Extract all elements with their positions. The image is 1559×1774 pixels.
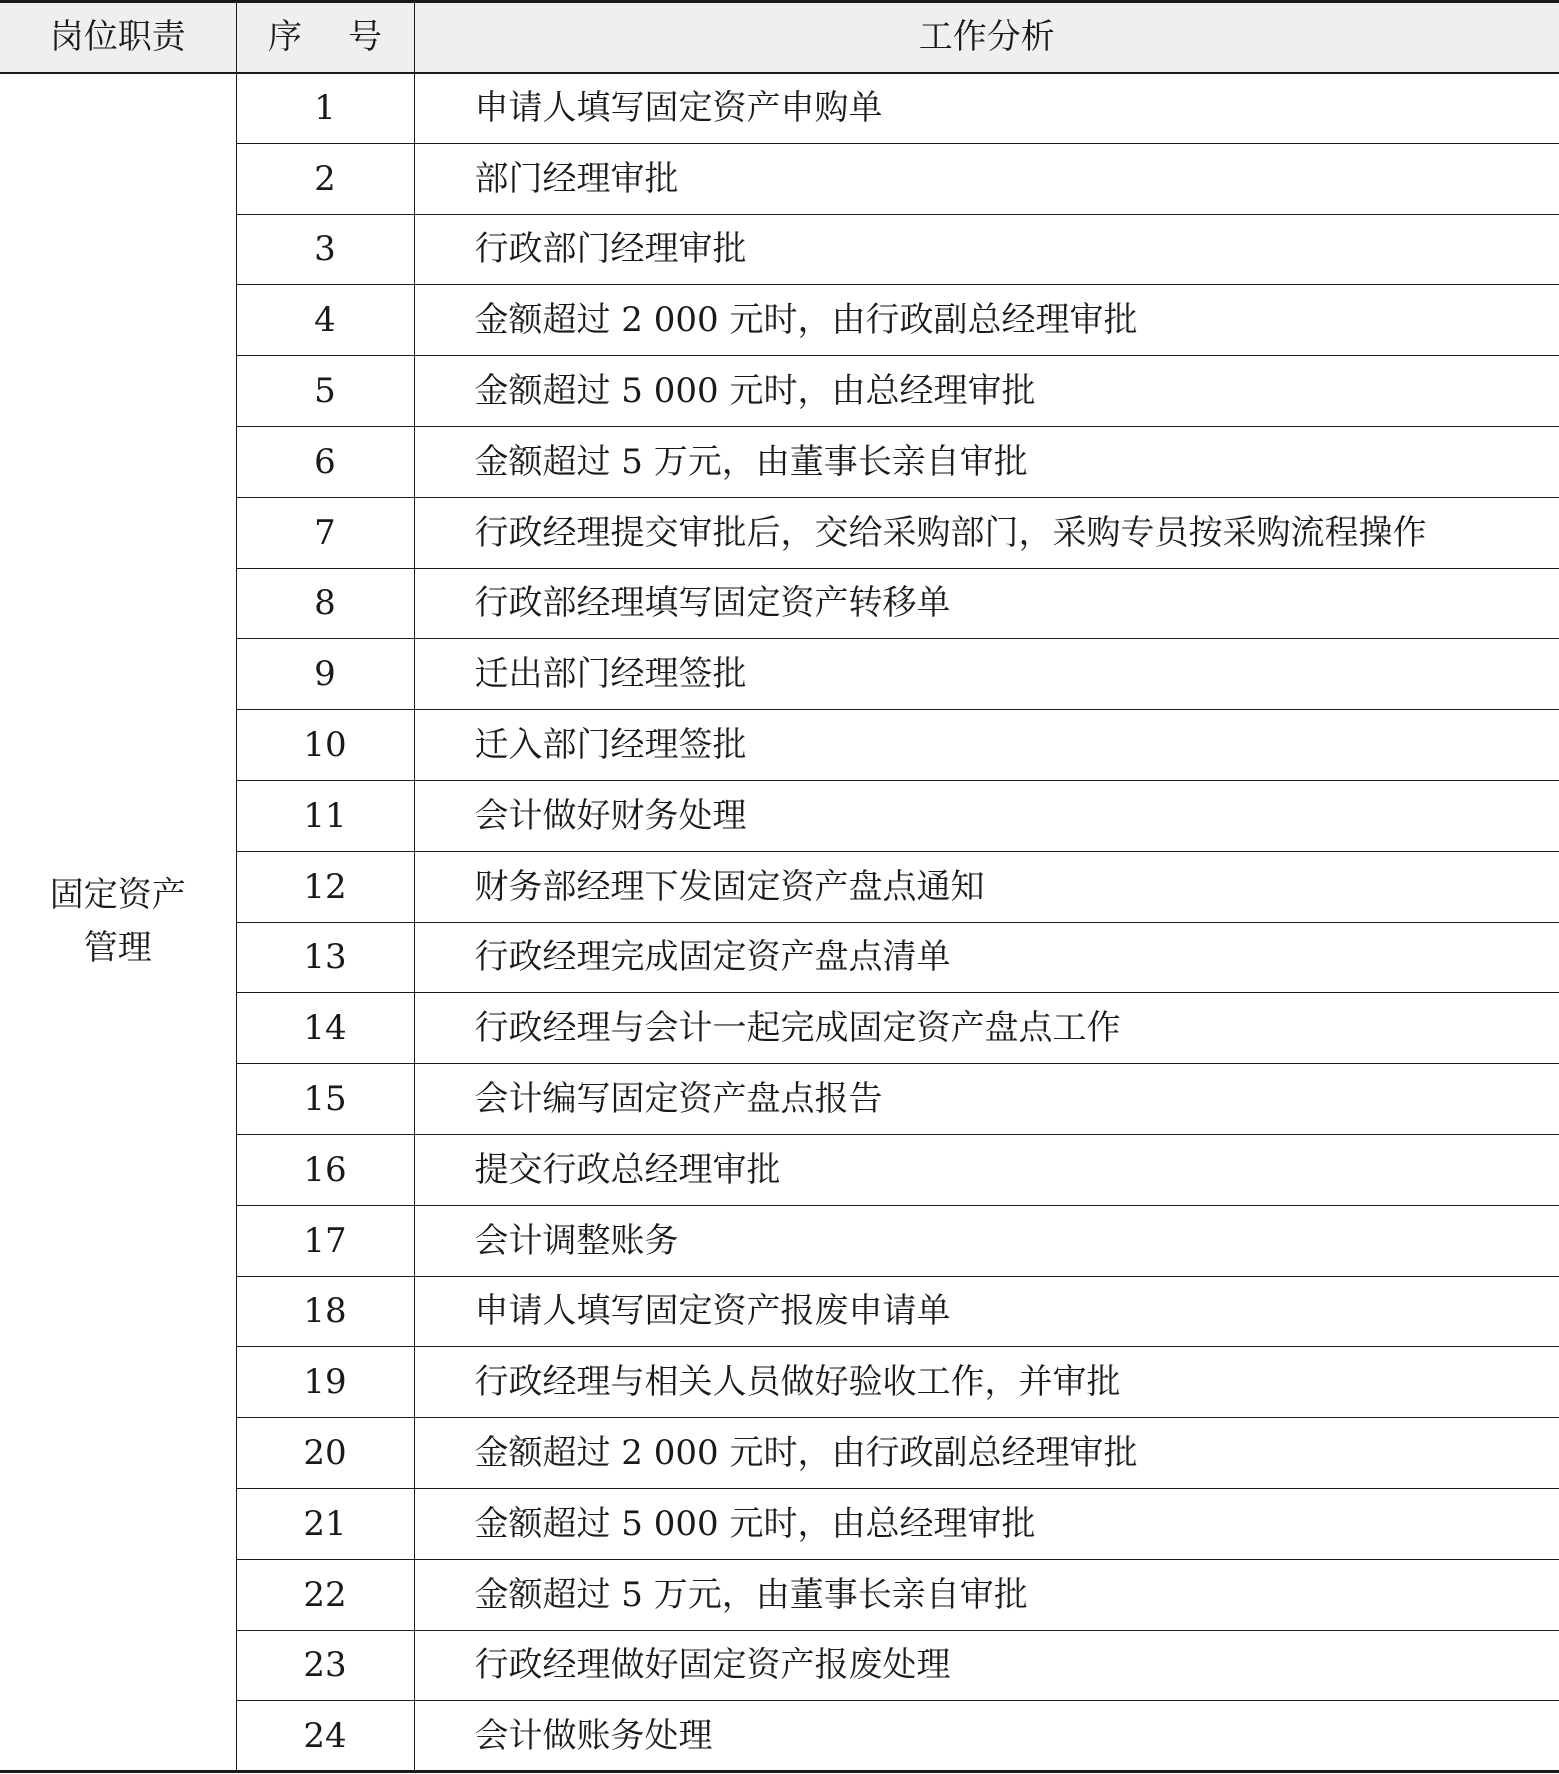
row-number: 1	[236, 73, 414, 144]
row-description: 金额超过 2 000 元时，由行政副总经理审批	[414, 285, 1559, 356]
row-description: 会计做账务处理	[414, 1701, 1559, 1772]
header-analysis: 工作分析	[414, 2, 1559, 73]
row-number: 5	[236, 356, 414, 427]
row-description: 金额超过 5 000 元时，由总经理审批	[414, 1488, 1559, 1559]
table-header	[0, 2, 1559, 73]
row-description: 行政部经理填写固定资产转移单	[414, 568, 1559, 639]
row-description: 行政经理与相关人员做好验收工作，并审批	[414, 1347, 1559, 1418]
row-number: 23	[236, 1630, 414, 1701]
header-duty: 岗位职责	[0, 2, 236, 73]
row-number: 6	[236, 426, 414, 497]
row-number: 24	[236, 1701, 414, 1772]
header-seq-char-2: 号	[348, 17, 382, 58]
table-row	[0, 73, 1559, 144]
row-description: 金额超过 5 000 元时，由总经理审批	[414, 356, 1559, 427]
row-number: 21	[236, 1488, 414, 1559]
row-description: 金额超过 5 万元，由董事长亲自审批	[414, 426, 1559, 497]
header-seq-char-1: 序	[268, 17, 302, 58]
row-description: 金额超过 2 000 元时，由行政副总经理审批	[414, 1418, 1559, 1489]
row-number: 12	[236, 851, 414, 922]
row-number: 14	[236, 993, 414, 1064]
row-description: 行政经理做好固定资产报废处理	[414, 1630, 1559, 1701]
row-number: 7	[236, 497, 414, 568]
row-number: 15	[236, 1064, 414, 1135]
row-description: 行政经理完成固定资产盘点清单	[414, 922, 1559, 993]
row-number: 9	[236, 639, 414, 710]
row-number: 4	[236, 285, 414, 356]
row-description: 迁入部门经理签批	[414, 710, 1559, 781]
row-number: 10	[236, 710, 414, 781]
row-number: 18	[236, 1276, 414, 1347]
row-number: 19	[236, 1347, 414, 1418]
duty-label-line-2: 管理	[83, 927, 152, 968]
row-number: 16	[236, 1134, 414, 1205]
duty-cell	[0, 73, 236, 1772]
header-seq	[236, 2, 414, 73]
row-number: 22	[236, 1559, 414, 1630]
row-description: 行政经理提交审批后，交给采购部门，采购专员按采购流程操作	[414, 497, 1559, 568]
row-description: 财务部经理下发固定资产盘点通知	[414, 851, 1559, 922]
row-description: 金额超过 5 万元，由董事长亲自审批	[414, 1559, 1559, 1630]
row-number: 13	[236, 922, 414, 993]
row-number: 8	[236, 568, 414, 639]
row-description: 部门经理审批	[414, 143, 1559, 214]
row-description: 申请人填写固定资产申购单	[414, 73, 1559, 144]
row-description: 申请人填写固定资产报废申请单	[414, 1276, 1559, 1347]
duty-label-line-1: 固定资产	[49, 875, 186, 916]
row-description: 会计做好财务处理	[414, 780, 1559, 851]
row-description: 行政部门经理审批	[414, 214, 1559, 285]
row-number: 11	[236, 780, 414, 851]
row-number: 2	[236, 143, 414, 214]
row-description: 行政经理与会计一起完成固定资产盘点工作	[414, 993, 1559, 1064]
table-body	[0, 73, 1559, 1772]
row-description: 会计编写固定资产盘点报告	[414, 1064, 1559, 1135]
row-number: 17	[236, 1205, 414, 1276]
header-row	[0, 2, 1559, 73]
row-description: 会计调整账务	[414, 1205, 1559, 1276]
row-description: 提交行政总经理审批	[414, 1134, 1559, 1205]
row-number: 3	[236, 214, 414, 285]
row-number: 20	[236, 1418, 414, 1489]
row-description: 迁出部门经理签批	[414, 639, 1559, 710]
